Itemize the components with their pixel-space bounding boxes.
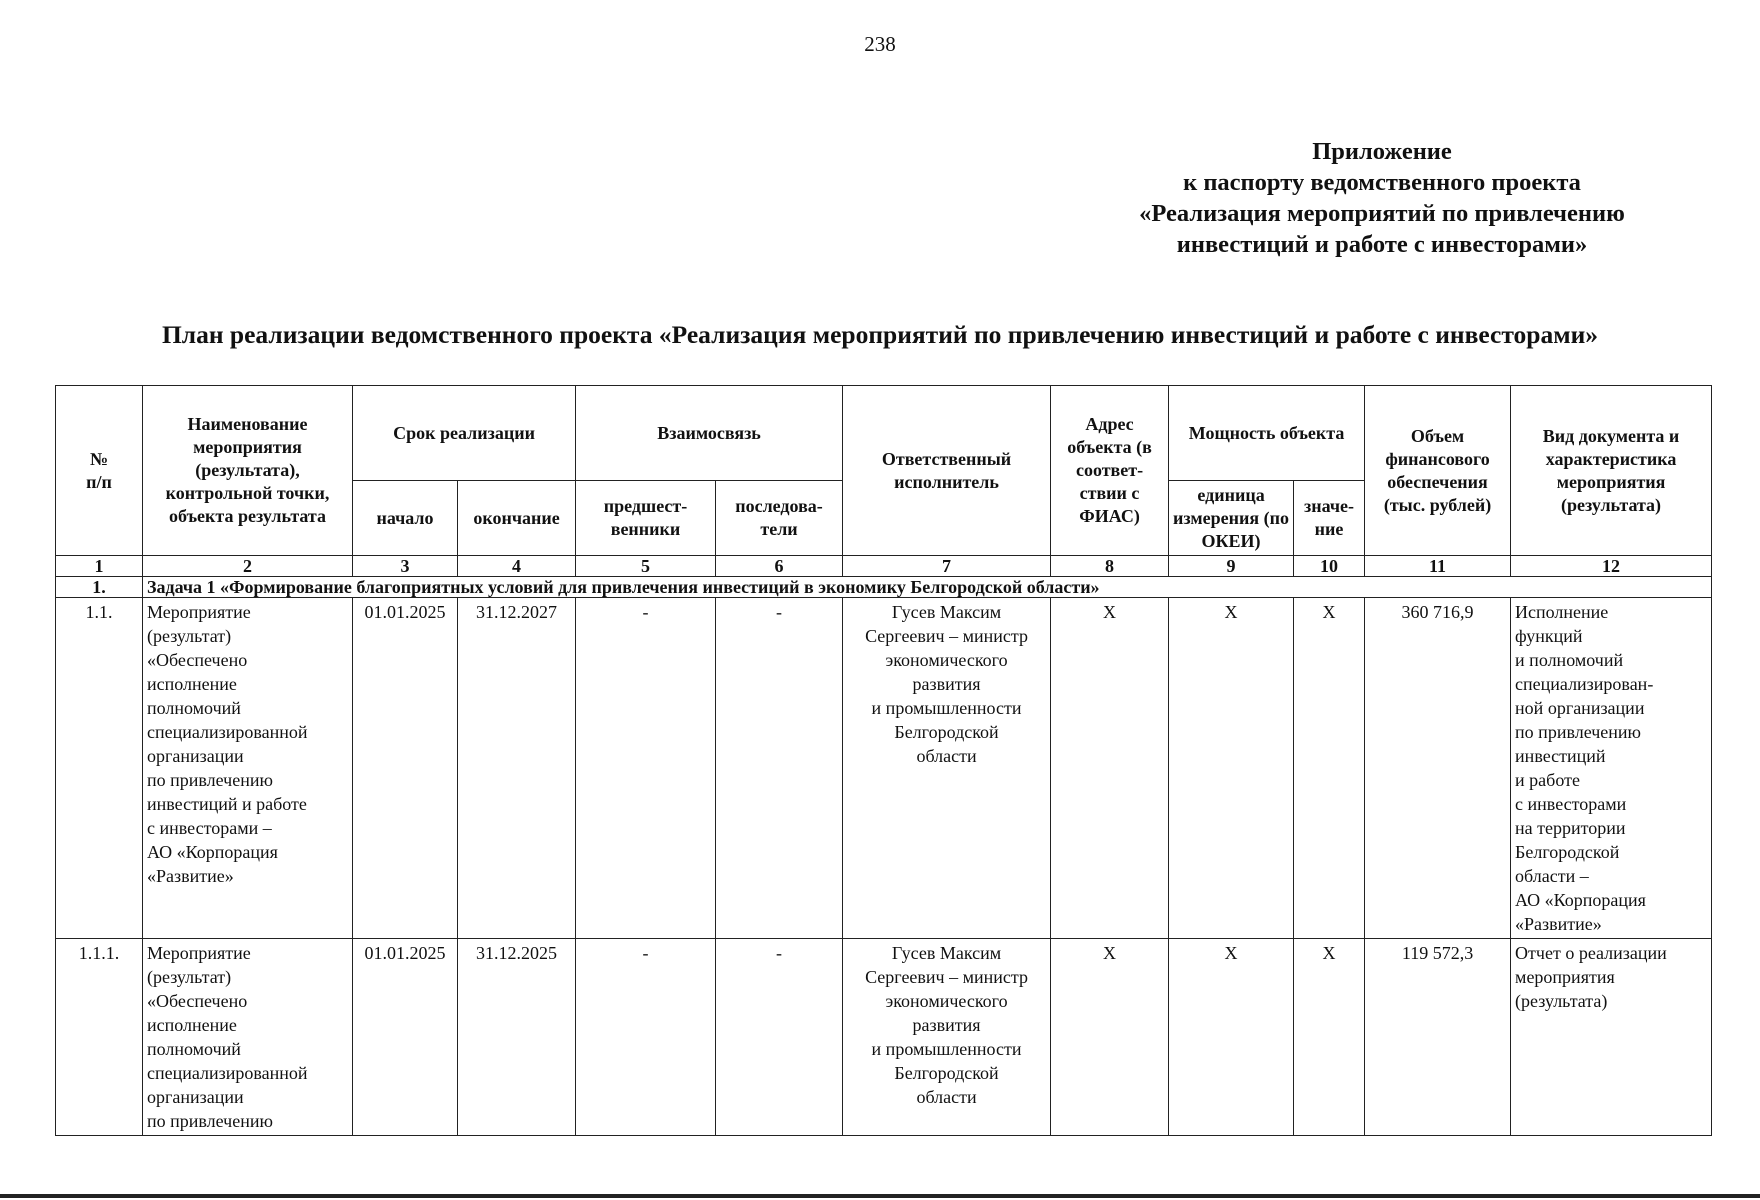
row-address: X [1051,939,1169,1136]
row-predecessors: - [576,939,716,1136]
row-volume: 119 572,3 [1365,939,1511,1136]
column-number: 12 [1511,556,1712,577]
header-address: Адрес объекта (в соответ-ствии с ФИАС) [1051,386,1169,556]
appendix-heading [1062,136,1702,260]
row-number: 1.1. [56,598,143,939]
column-number: 3 [353,556,458,577]
row-start-date: 01.01.2025 [353,939,458,1136]
header-executor: Ответственный исполнитель [843,386,1051,556]
header-link-next: последова-тели [716,481,843,556]
row-executor: Гусев Максим Сергеевич – министр экономического развития и промышленности Белгородской области [843,598,1051,939]
task-text: Задача 1 «Формирование благоприятных условий для привлечения инвестиций в экономику Белгородской области» [143,577,1712,598]
row-executor: Гусев Максим Сергеевич – министр экономического развития и промышленности Белгородской области [843,939,1051,1136]
header-capacity: Мощность объекта [1169,386,1365,481]
document-title: План реализации ведомственного проекта «Реализация мероприятий по привлечению инвестиций и работе с инвесторами» [161,320,1599,349]
task-row [56,577,1712,598]
column-number: 7 [843,556,1051,577]
column-number: 2 [143,556,353,577]
row-end-date: 31.12.2025 [458,939,576,1136]
row-start-date: 01.01.2025 [353,598,458,939]
row-successors: - [716,598,843,939]
row-number: 1.1.1. [56,939,143,1136]
column-number: 6 [716,556,843,577]
header-doc: Вид документа и характеристика мероприятия (результата) [1511,386,1712,556]
column-number: 11 [1365,556,1511,577]
table-row [56,939,1712,1136]
appendix-line-2: к паспорту ведомственного проекта [1183,169,1581,196]
header-link-pred: предшест-венники [576,481,716,556]
task-number: 1. [56,577,143,598]
header-value: значе-ние [1294,481,1365,556]
header-link: Взаимосвязь [576,386,843,481]
appendix-line-1: Приложение [1312,138,1452,165]
row-name: Мероприятие (результат) «Обеспечено исполнение полномочий специализированной организации по привлечению инвестиций и работе с инвесторами – АО «Корпорация «Развитие» [143,598,353,939]
header-term-end: окончание [458,481,576,556]
row-successors: - [716,939,843,1136]
row-address: X [1051,598,1169,939]
page-number: 238 [864,32,896,56]
row-document: Исполнение функций и полномочий специализирован- ной организации по привлечению инвестиций и работе с инвесторами на территории Белгородской области – АО «Корпорация «Развитие» [1511,598,1712,939]
appendix-line-4: инвестиций и работе с инвесторами» [1176,231,1588,258]
row-volume: 360 716,9 [1365,598,1511,939]
row-unit: X [1169,939,1294,1136]
column-number: 1 [56,556,143,577]
header-name: Наименование мероприятия (результата), контрольной точки, объекта результата [143,386,353,556]
column-number: 8 [1051,556,1169,577]
plan-table [55,385,1712,1136]
row-value: X [1294,598,1365,939]
column-number: 9 [1169,556,1294,577]
bottom-rule [0,1194,1760,1198]
appendix-line-3: «Реализация мероприятий по привлечению [1139,200,1625,227]
row-document: Отчет о реализации мероприятия (результата) [1511,939,1712,1136]
row-unit: X [1169,598,1294,939]
table-row [56,598,1712,939]
column-number: 5 [576,556,716,577]
row-name: Мероприятие (результат) «Обеспечено исполнение полномочий специализированной организации по привлечению [143,939,353,1136]
row-value: X [1294,939,1365,1136]
row-end-date: 31.12.2027 [458,598,576,939]
header-unit: единица измерения (по ОКЕИ) [1169,481,1294,556]
column-number: 4 [458,556,576,577]
row-predecessors: - [576,598,716,939]
header-term: Срок реализации [353,386,576,481]
header-term-start: начало [353,481,458,556]
column-number: 10 [1294,556,1365,577]
header-volume: Объем финансового обеспечения (тыс. рублей) [1365,386,1511,556]
header-num: № п/п [56,386,143,556]
